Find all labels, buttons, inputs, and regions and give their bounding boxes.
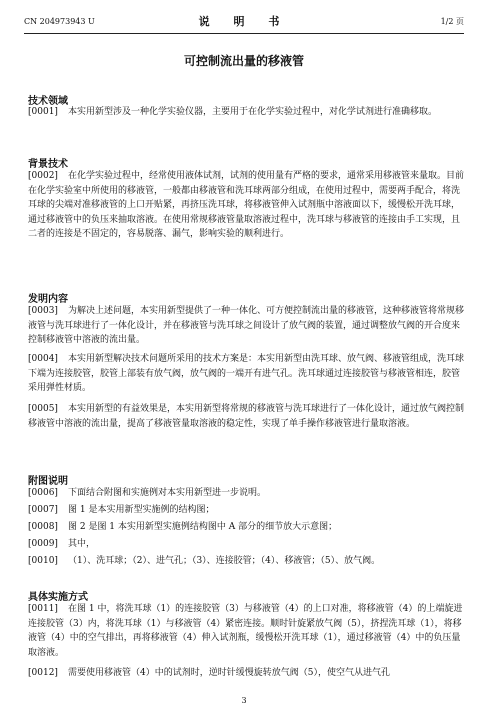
patent-number: CN 204973943 U xyxy=(24,17,95,26)
paragraph-text: 本实用新型解决技术问题所采用的技术方案是：本实用新型由洗耳球、放气阀、移液管组成，洗耳球下端为连接胶管，胶管上部装有放气阀，放气阀的一端开有进气孔。洗耳球通过连接胶管与移液管相连，胶管采用弹性材质。 xyxy=(28,354,465,393)
paragraph-number: [0001] xyxy=(28,107,58,117)
paragraph-number: [0006] xyxy=(28,488,58,498)
paragraph-text: 在图 1 中，将洗耳球（1）的连接胶管（3）与移液管（4）的上口对准，将移液管（4）的上端旋进连接胶管（3）内，将洗耳球（1）与移液管（4）紧密连接。顺时针旋紧放气阀（5），挤捏洗耳球（1），将移液管（4）中的空气排出，再将移液管（4）伸入试剂瓶，缓慢松开洗耳球（1），通过移液管（4）中的负压量取溶液。 xyxy=(28,604,463,658)
paragraph-0011 xyxy=(28,602,464,660)
paragraph-text: 其中， xyxy=(68,539,96,549)
section-heading-background: 背景技术 xyxy=(28,159,68,170)
paragraph-text: 为解决上述问题，本实用新型提供了一种一体化、可方便控制流出量的移液管，这种移液管将常规移液管与洗耳球进行了一体化设计，并在移液管与洗耳球之间设计了放气阀的装置，通过调整放气阀的开合度来控制移液管中溶液的流出量。 xyxy=(28,306,465,345)
paragraph-0009 xyxy=(28,537,464,552)
paragraph-0004 xyxy=(28,352,464,396)
paragraph-number: [0009] xyxy=(28,539,58,549)
paragraph-text: （1）、洗耳球；（2）、进气孔；（3）、连接胶管；（4）、移液管；（5）、放气阀。 xyxy=(68,556,381,566)
page-header xyxy=(24,14,464,30)
paragraph-text: 本实用新型涉及一种化学实验仪器，主要用于在化学实验过程中，对化学试剂进行准确移取。 xyxy=(68,107,438,117)
paragraph-text: 下面结合附图和实施例对本实用新型进一步说明。 xyxy=(68,488,267,498)
paragraph-text: 需要使用移液管（4）中的试剂时，逆时针缓慢旋转放气阀（5），使空气从进气孔 xyxy=(68,668,390,678)
page-indicator: 1/2 页 xyxy=(440,17,464,26)
paragraph-0001 xyxy=(28,105,464,120)
section-heading-tech-field: 技术领域 xyxy=(28,96,68,107)
section-heading-drawings: 附图说明 xyxy=(28,476,68,487)
paragraph-number: [0010] xyxy=(28,556,58,566)
paragraph-number: [0008] xyxy=(28,522,58,532)
document-title: 可控制流出量的移液管 xyxy=(183,54,304,68)
section-heading-embodiment: 具体实施方式 xyxy=(28,592,88,603)
paragraph-number: [0004] xyxy=(28,354,58,364)
paragraph-text: 本实用新型的有益效果是，本实用新型将常规的移液管与洗耳球进行了一体化设计，通过放气阀控制移液管中溶液的流出量，提高了移液管量取溶液的稳定性，实现了单手操作移液管进行量取溶液。 xyxy=(28,404,465,429)
paragraph-0010 xyxy=(28,554,464,569)
paragraph-text: 在化学实验过程中，经常使用液体试剂，试剂的使用量有严格的要求，通常采用移液管来量取。目前在化学实验室中所使用的移液管，一般都由移液管和洗耳球两部分组成，在使用过程中，需要两手配合，将洗耳球的尖端对准移液管的上口开贴紧，再挤压洗耳球，将移液管伸入试剂瓶中溶液面以下，缓慢松开洗耳球，通过移液管中的负压来抽取溶液。在使用常规移液管量取溶液过程中，洗耳球与移液管的连接由手工实现，且二者的连接是不固定的，容易脱落、漏气，影响实验的顺利进行。 xyxy=(28,171,465,239)
paragraph-number: [0002] xyxy=(28,171,58,181)
section-heading-invention: 发明内容 xyxy=(28,294,68,305)
paragraph-number: [0011] xyxy=(28,604,58,614)
page-number: 3 xyxy=(241,696,247,705)
paragraph-0003 xyxy=(28,304,464,348)
paragraph-number: [0007] xyxy=(28,505,58,515)
paragraph-text: 图 1 是本实用新型实施例的结构图； xyxy=(68,505,215,515)
paragraph-0005 xyxy=(28,402,464,431)
paragraph-number: [0003] xyxy=(28,306,58,316)
paragraph-number: [0005] xyxy=(28,404,58,414)
paragraph-0008 xyxy=(28,520,464,535)
document-type: 说 明 书 xyxy=(198,15,290,28)
paragraph-0012 xyxy=(28,666,464,681)
paragraph-0006 xyxy=(28,486,464,501)
header-rule xyxy=(24,33,464,34)
paragraph-number: [0012] xyxy=(28,668,58,678)
paragraph-0002 xyxy=(28,169,464,242)
paragraph-0007 xyxy=(28,503,464,518)
paragraph-text: 图 2 是图 1 本实用新型实施例结构图中 A 部分的细节放大示意图； xyxy=(68,522,338,532)
